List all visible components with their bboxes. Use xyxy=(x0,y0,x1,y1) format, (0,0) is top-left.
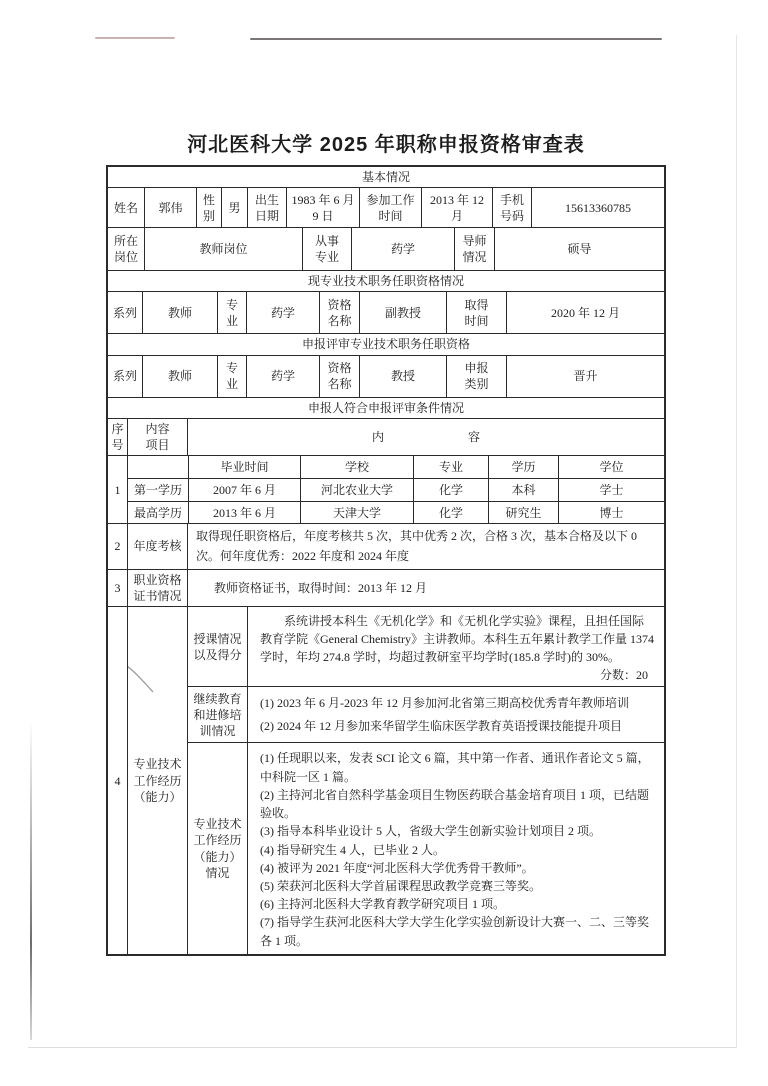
work-item: (5) 荣获河北医科大学首届课程思政教学竞赛三等奖。 xyxy=(260,879,541,894)
annual-label: 年度考核 xyxy=(127,524,187,569)
current-qualification-row xyxy=(108,291,664,333)
profession-value: 药学 xyxy=(351,228,454,270)
highest-degree-major: 化学 xyxy=(413,502,488,523)
first-degree-school: 河北农业大学 xyxy=(300,479,413,501)
work-item: (1) 任现职以来，发表 SCI 论文 6 篇，其中第一作者、通讯作者论文 5 篇，中科院一区 1 篇。 xyxy=(260,751,650,784)
education-head xyxy=(128,456,664,478)
highest-degree-time: 2013 年 6 月 xyxy=(188,502,300,523)
current-major-label: 专业 xyxy=(217,292,246,333)
experience-row-no: 4 xyxy=(114,773,121,788)
section-header-applied-label: 申报评审专业技术职务任职资格 xyxy=(301,337,470,352)
name-label: 姓名 xyxy=(113,200,138,215)
applied-major-label: 专业 xyxy=(217,356,246,397)
applied-type-value: 晋升 xyxy=(506,356,664,397)
gender-label: 性别 xyxy=(196,188,221,227)
section-header-conditions xyxy=(108,397,664,418)
current-obtain-time-label: 取得时间 xyxy=(446,292,506,333)
experience-subtable xyxy=(187,607,664,954)
col-no-label: 序号 xyxy=(111,421,124,452)
paper-edge xyxy=(736,35,737,1047)
review-form-table xyxy=(106,165,666,956)
conditions-head-row xyxy=(108,418,664,455)
highest-degree-school: 天津大学 xyxy=(300,502,413,523)
scan-scratch-line xyxy=(95,37,175,39)
current-series-value: 教师 xyxy=(142,292,217,333)
current-major-value: 药学 xyxy=(246,292,319,333)
certificate-label: 职业资格证书情况 xyxy=(127,570,187,606)
post-value: 教师岗位 xyxy=(144,228,302,270)
scan-streak xyxy=(30,720,32,1040)
basic-info-row xyxy=(108,187,664,227)
annual-content: 取得现任职资格后，年度考核共 5 次，其中优秀 2 次，合格 3 次，基本合格及以下 0 次。何年度优秀：2022 年度和 2024 年度 xyxy=(187,524,664,569)
teaching-label: 授课情况以及得分 xyxy=(193,631,242,662)
applied-series-label: 系列 xyxy=(112,368,137,383)
current-qual-name-label: 资格名称 xyxy=(319,292,359,333)
phone-value: 15613360785 xyxy=(531,188,664,227)
education-highest-row xyxy=(128,501,664,523)
work-label: 专业技术工作经历（能力）情况 xyxy=(193,817,242,880)
phone-label: 手机号码 xyxy=(492,188,531,227)
post-row xyxy=(108,227,664,270)
applied-qual-name-value: 教授 xyxy=(359,356,446,397)
section-header-applied xyxy=(108,333,664,354)
annual-row-no: 2 xyxy=(114,539,121,554)
name-value: 郭伟 xyxy=(144,188,196,227)
col-item-label: 内容项目 xyxy=(127,419,187,455)
education-subtable xyxy=(127,456,664,523)
post-label: 所在岗位 xyxy=(113,234,138,265)
education-row-no: 1 xyxy=(114,482,121,497)
profession-label: 从事专业 xyxy=(302,228,351,270)
teaching-score: 分数：20 xyxy=(599,668,648,683)
scan-scratch-line xyxy=(250,38,662,40)
current-series-label: 系列 xyxy=(112,305,137,320)
teaching-subrow xyxy=(188,607,664,686)
mentor-value: 硕导 xyxy=(494,228,664,270)
first-degree-major: 化学 xyxy=(413,479,488,501)
work-item: (4) 指导研究生 4 人，已毕业 2 人。 xyxy=(260,842,445,857)
page-title: 河北医科大学 2025 年职称申报资格审查表 xyxy=(187,134,585,156)
section-header-conditions-label: 申报人符合申报评审条件情况 xyxy=(307,400,464,415)
teaching-content: 系统讲授本科生《无机化学》和《无机化学实验》课程，且担任国际教育学院《General Chemistry》主讲教师。本科生五年累计教学工作量 1374 学时，年均 274.8 学时，均超过教研室平均学时(185.8 学时)的 30%。 xyxy=(260,614,654,665)
work-item: (2) 主持河北省自然科学基金项目生物医药联合基金培育项目 1 项，已结题验收。 xyxy=(260,787,649,821)
work-item: (7) 指导学生获河北医科大学大学生化学实验创新设计大赛一、二、三等奖各 1 项。 xyxy=(260,915,649,948)
certificate-content: 教师资格证书，取得时间：2013 年 12 月 xyxy=(187,570,664,606)
first-degree-level: 本科 xyxy=(488,479,558,501)
work-item: (3) 指导本科毕业设计 5 人，省级大学生创新实验计划项目 2 项。 xyxy=(260,824,601,839)
work-subrow xyxy=(188,742,664,954)
birth-date-value: 1983 年 6 月 9 日 xyxy=(286,188,359,227)
current-qual-name-value: 副教授 xyxy=(359,292,446,333)
section-header-current xyxy=(108,270,664,291)
work-start-label: 参加工作时间 xyxy=(359,188,421,227)
training-item: (1) 2023 年 6 月-2023 年 12 月参加河北省第三期高校优秀青年教师培训 xyxy=(260,696,629,711)
work-item: (4) 被评为 2021 年度“河北医科大学优秀骨干教师”。 xyxy=(260,860,534,875)
paper-edge xyxy=(28,1047,737,1048)
work-content-cell xyxy=(247,743,664,954)
applied-qual-name-label: 资格名称 xyxy=(319,356,359,397)
applied-qualification-row xyxy=(108,355,664,397)
training-subrow xyxy=(188,686,664,742)
highest-degree-level: 研究生 xyxy=(488,502,558,523)
section-header-basic-label: 基本情况 xyxy=(361,170,410,184)
applied-series-value: 教师 xyxy=(142,356,217,397)
first-degree-time: 2007 年 6 月 xyxy=(188,479,300,501)
education-col-level: 学历 xyxy=(488,456,558,478)
certificate-row xyxy=(108,569,664,606)
education-col-major: 专业 xyxy=(413,456,488,478)
teaching-content-cell xyxy=(247,607,664,686)
education-col-school: 学校 xyxy=(300,456,413,478)
first-degree-degree: 学士 xyxy=(558,479,664,501)
work-item: (6) 主持河北医科大学教育教学研究项目 1 项。 xyxy=(260,897,505,912)
certificate-row-no: 3 xyxy=(114,581,121,596)
experience-row xyxy=(108,606,664,954)
applied-type-label: 申报类别 xyxy=(446,356,506,397)
education-first-row xyxy=(128,478,664,501)
education-row xyxy=(108,455,664,523)
experience-label: 专业技术工作经历（能力） xyxy=(127,607,187,954)
training-label: 继续教育和进修培训情况 xyxy=(193,691,242,738)
current-obtain-time-value: 2020 年 12 月 xyxy=(506,292,664,333)
education-col-degree: 学位 xyxy=(558,456,664,478)
training-item: (2) 2024 年 12 月参加来华留学生临床医学教育英语授课技能提升项目 xyxy=(260,718,622,733)
col-content-label: 内 容 xyxy=(187,419,664,455)
first-degree-label: 第一学历 xyxy=(133,483,182,498)
gender-value: 男 xyxy=(221,188,247,227)
annual-appraisal-row xyxy=(108,523,664,569)
section-header-current-label: 现专业技术职务任职资格情况 xyxy=(307,274,464,289)
section-header-basic xyxy=(108,167,664,187)
work-start-value: 2013 年 12 月 xyxy=(421,188,492,227)
highest-degree-label: 最高学历 xyxy=(133,505,182,520)
applied-major-value: 药学 xyxy=(246,356,319,397)
highest-degree-degree: 博士 xyxy=(558,502,664,523)
education-head-blank xyxy=(128,456,188,478)
mentor-label: 导师情况 xyxy=(454,228,494,270)
training-content-cell xyxy=(247,687,664,742)
education-col-time: 毕业时间 xyxy=(188,456,300,478)
birth-date-label: 出生日期 xyxy=(247,188,286,227)
